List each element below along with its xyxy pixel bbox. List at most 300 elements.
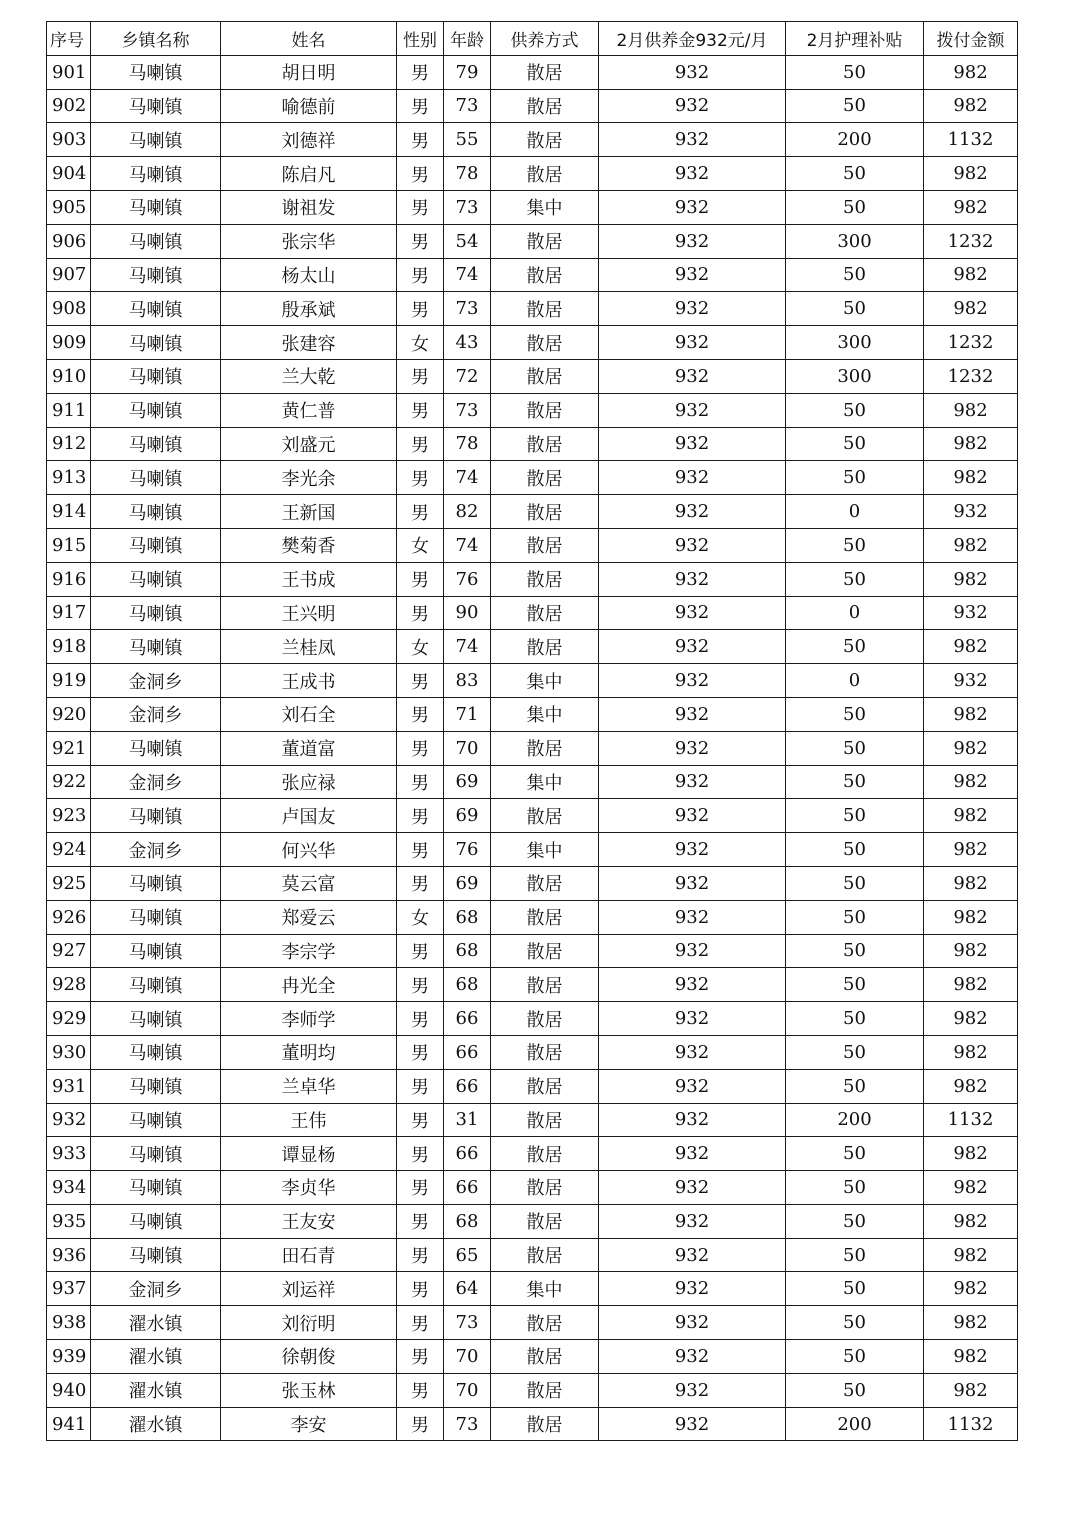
table-row [47, 900, 1018, 934]
table-row [47, 1204, 1018, 1238]
cell-seq: 917 [47, 596, 91, 630]
cell-seq: 928 [47, 968, 91, 1002]
cell-payment-amount: 932 [924, 596, 1018, 630]
cell-township: 马喇镇 [91, 1137, 221, 1171]
cell-support-fund: 932 [599, 765, 786, 799]
cell-support-fund: 932 [599, 664, 786, 698]
cell-support-type: 散居 [491, 1407, 599, 1441]
subsidy-table [46, 21, 1018, 1441]
cell-seq: 918 [47, 630, 91, 664]
cell-support-type: 散居 [491, 393, 599, 427]
cell-gender: 男 [397, 495, 444, 529]
cell-gender: 男 [397, 123, 444, 157]
cell-support-fund: 932 [599, 596, 786, 630]
table-body [47, 55, 1018, 1441]
cell-nursing-subsidy: 50 [786, 1306, 924, 1340]
cell-seq: 916 [47, 562, 91, 596]
cell-nursing-subsidy: 50 [786, 630, 924, 664]
cell-nursing-subsidy: 0 [786, 495, 924, 529]
cell-seq: 913 [47, 461, 91, 495]
cell-support-fund: 932 [599, 393, 786, 427]
cell-age: 78 [444, 157, 491, 191]
cell-age: 66 [444, 1035, 491, 1069]
cell-gender: 男 [397, 765, 444, 799]
cell-payment-amount: 982 [924, 1340, 1018, 1374]
cell-gender: 男 [397, 1407, 444, 1441]
table-row [47, 461, 1018, 495]
cell-age: 78 [444, 427, 491, 461]
cell-nursing-subsidy: 50 [786, 765, 924, 799]
cell-name: 李光余 [221, 461, 397, 495]
cell-age: 68 [444, 900, 491, 934]
cell-nursing-subsidy: 300 [786, 224, 924, 258]
cell-gender: 男 [397, 562, 444, 596]
cell-nursing-subsidy: 0 [786, 664, 924, 698]
cell-name: 卢国友 [221, 799, 397, 833]
cell-township: 濯水镇 [91, 1407, 221, 1441]
cell-seq: 920 [47, 697, 91, 731]
cell-payment-amount: 982 [924, 1035, 1018, 1069]
cell-name: 张宗华 [221, 224, 397, 258]
cell-age: 76 [444, 833, 491, 867]
cell-support-type: 散居 [491, 731, 599, 765]
header-seq: 序号 [47, 22, 91, 56]
cell-seq: 933 [47, 1137, 91, 1171]
cell-age: 70 [444, 731, 491, 765]
cell-gender: 男 [397, 596, 444, 630]
cell-gender: 女 [397, 630, 444, 664]
cell-support-fund: 932 [599, 55, 786, 89]
cell-nursing-subsidy: 50 [786, 1238, 924, 1272]
cell-support-fund: 932 [599, 427, 786, 461]
cell-support-type: 散居 [491, 1171, 599, 1205]
cell-payment-amount: 982 [924, 1238, 1018, 1272]
cell-name: 李宗学 [221, 934, 397, 968]
cell-name: 王兴明 [221, 596, 397, 630]
table-row [47, 123, 1018, 157]
cell-gender: 男 [397, 1035, 444, 1069]
header-age: 年龄 [444, 22, 491, 56]
cell-support-fund: 932 [599, 833, 786, 867]
cell-age: 71 [444, 697, 491, 731]
cell-seq: 925 [47, 866, 91, 900]
cell-age: 79 [444, 55, 491, 89]
cell-support-fund: 932 [599, 900, 786, 934]
cell-payment-amount: 1132 [924, 123, 1018, 157]
header-row [47, 22, 1018, 56]
cell-name: 田石青 [221, 1238, 397, 1272]
table-row [47, 1407, 1018, 1441]
cell-seq: 910 [47, 359, 91, 393]
table-row [47, 630, 1018, 664]
cell-support-fund: 932 [599, 190, 786, 224]
table-row [47, 1340, 1018, 1374]
cell-age: 55 [444, 123, 491, 157]
cell-payment-amount: 982 [924, 562, 1018, 596]
table-row [47, 157, 1018, 191]
cell-age: 73 [444, 89, 491, 123]
cell-seq: 934 [47, 1171, 91, 1205]
cell-gender: 男 [397, 968, 444, 1002]
cell-gender: 男 [397, 359, 444, 393]
cell-age: 70 [444, 1373, 491, 1407]
cell-age: 73 [444, 190, 491, 224]
cell-seq: 901 [47, 55, 91, 89]
cell-payment-amount: 932 [924, 495, 1018, 529]
cell-payment-amount: 982 [924, 1373, 1018, 1407]
table-row [47, 1069, 1018, 1103]
cell-township: 马喇镇 [91, 1204, 221, 1238]
cell-township: 马喇镇 [91, 495, 221, 529]
cell-township: 金洞乡 [91, 765, 221, 799]
cell-support-fund: 932 [599, 968, 786, 1002]
cell-gender: 男 [397, 89, 444, 123]
cell-name: 王新国 [221, 495, 397, 529]
cell-support-type: 散居 [491, 157, 599, 191]
cell-nursing-subsidy: 300 [786, 359, 924, 393]
cell-seq: 927 [47, 934, 91, 968]
cell-support-type: 集中 [491, 697, 599, 731]
cell-nursing-subsidy: 50 [786, 833, 924, 867]
cell-township: 马喇镇 [91, 1069, 221, 1103]
cell-payment-amount: 1232 [924, 224, 1018, 258]
table-row [47, 528, 1018, 562]
cell-gender: 男 [397, 664, 444, 698]
cell-support-fund: 932 [599, 258, 786, 292]
table-row [47, 326, 1018, 360]
cell-support-fund: 932 [599, 1373, 786, 1407]
table-row [47, 1103, 1018, 1137]
cell-support-fund: 932 [599, 630, 786, 664]
cell-gender: 男 [397, 461, 444, 495]
cell-support-type: 散居 [491, 258, 599, 292]
cell-support-type: 散居 [491, 1306, 599, 1340]
cell-payment-amount: 982 [924, 968, 1018, 1002]
cell-seq: 932 [47, 1103, 91, 1137]
cell-support-type: 散居 [491, 968, 599, 1002]
cell-nursing-subsidy: 50 [786, 393, 924, 427]
cell-nursing-subsidy: 50 [786, 799, 924, 833]
cell-name: 董道富 [221, 731, 397, 765]
cell-age: 69 [444, 765, 491, 799]
cell-township: 马喇镇 [91, 258, 221, 292]
cell-support-type: 散居 [491, 799, 599, 833]
cell-support-type: 散居 [491, 1069, 599, 1103]
cell-support-fund: 932 [599, 1103, 786, 1137]
cell-payment-amount: 982 [924, 731, 1018, 765]
cell-township: 马喇镇 [91, 326, 221, 360]
cell-age: 68 [444, 934, 491, 968]
cell-township: 马喇镇 [91, 393, 221, 427]
cell-township: 马喇镇 [91, 55, 221, 89]
cell-age: 74 [444, 258, 491, 292]
cell-township: 马喇镇 [91, 1171, 221, 1205]
table-row [47, 292, 1018, 326]
cell-name: 董明均 [221, 1035, 397, 1069]
cell-support-fund: 932 [599, 292, 786, 326]
cell-name: 李安 [221, 1407, 397, 1441]
cell-gender: 男 [397, 1171, 444, 1205]
cell-gender: 男 [397, 1069, 444, 1103]
table-row [47, 393, 1018, 427]
cell-support-fund: 932 [599, 224, 786, 258]
cell-age: 70 [444, 1340, 491, 1374]
cell-township: 马喇镇 [91, 89, 221, 123]
cell-township: 金洞乡 [91, 833, 221, 867]
cell-name: 张玉林 [221, 1373, 397, 1407]
cell-support-fund: 932 [599, 89, 786, 123]
cell-payment-amount: 982 [924, 1171, 1018, 1205]
cell-nursing-subsidy: 50 [786, 292, 924, 326]
table-row [47, 1272, 1018, 1306]
cell-name: 王友安 [221, 1204, 397, 1238]
cell-nursing-subsidy: 200 [786, 123, 924, 157]
cell-seq: 915 [47, 528, 91, 562]
cell-name: 王书成 [221, 562, 397, 596]
cell-gender: 男 [397, 1306, 444, 1340]
cell-gender: 男 [397, 1238, 444, 1272]
cell-payment-amount: 982 [924, 157, 1018, 191]
cell-support-fund: 932 [599, 528, 786, 562]
cell-support-fund: 932 [599, 1002, 786, 1036]
cell-gender: 男 [397, 697, 444, 731]
cell-payment-amount: 982 [924, 89, 1018, 123]
cell-nursing-subsidy: 50 [786, 427, 924, 461]
cell-nursing-subsidy: 0 [786, 596, 924, 630]
cell-nursing-subsidy: 50 [786, 258, 924, 292]
cell-name: 刘石全 [221, 697, 397, 731]
cell-name: 兰大乾 [221, 359, 397, 393]
cell-payment-amount: 982 [924, 900, 1018, 934]
cell-nursing-subsidy: 50 [786, 528, 924, 562]
cell-gender: 男 [397, 393, 444, 427]
cell-payment-amount: 982 [924, 55, 1018, 89]
cell-support-type: 集中 [491, 833, 599, 867]
cell-payment-amount: 982 [924, 1002, 1018, 1036]
cell-gender: 男 [397, 1373, 444, 1407]
header-payment-amount: 拨付金额 [924, 22, 1018, 56]
cell-gender: 男 [397, 1272, 444, 1306]
cell-township: 马喇镇 [91, 292, 221, 326]
cell-township: 马喇镇 [91, 359, 221, 393]
cell-support-fund: 932 [599, 1035, 786, 1069]
cell-township: 濯水镇 [91, 1340, 221, 1374]
cell-seq: 912 [47, 427, 91, 461]
cell-support-type: 散居 [491, 1340, 599, 1374]
cell-age: 31 [444, 1103, 491, 1137]
cell-seq: 939 [47, 1340, 91, 1374]
cell-age: 69 [444, 799, 491, 833]
cell-payment-amount: 982 [924, 1306, 1018, 1340]
cell-name: 刘运祥 [221, 1272, 397, 1306]
cell-nursing-subsidy: 50 [786, 934, 924, 968]
cell-township: 马喇镇 [91, 1035, 221, 1069]
cell-township: 马喇镇 [91, 461, 221, 495]
cell-nursing-subsidy: 50 [786, 968, 924, 1002]
table-row [47, 833, 1018, 867]
cell-name: 刘德祥 [221, 123, 397, 157]
cell-gender: 男 [397, 224, 444, 258]
cell-nursing-subsidy: 50 [786, 190, 924, 224]
cell-seq: 903 [47, 123, 91, 157]
cell-age: 76 [444, 562, 491, 596]
cell-seq: 931 [47, 1069, 91, 1103]
cell-support-fund: 932 [599, 562, 786, 596]
cell-name: 郑爱云 [221, 900, 397, 934]
cell-gender: 男 [397, 1002, 444, 1036]
cell-payment-amount: 982 [924, 833, 1018, 867]
table-row [47, 224, 1018, 258]
cell-support-type: 集中 [491, 1272, 599, 1306]
cell-name: 兰卓华 [221, 1069, 397, 1103]
cell-support-type: 散居 [491, 562, 599, 596]
cell-nursing-subsidy: 50 [786, 461, 924, 495]
table-row [47, 359, 1018, 393]
cell-nursing-subsidy: 50 [786, 1002, 924, 1036]
cell-seq: 906 [47, 224, 91, 258]
cell-gender: 男 [397, 1137, 444, 1171]
cell-payment-amount: 982 [924, 630, 1018, 664]
cell-nursing-subsidy: 300 [786, 326, 924, 360]
cell-gender: 男 [397, 833, 444, 867]
cell-payment-amount: 982 [924, 393, 1018, 427]
cell-gender: 女 [397, 900, 444, 934]
cell-support-type: 散居 [491, 1002, 599, 1036]
header-name: 姓名 [221, 22, 397, 56]
cell-payment-amount: 932 [924, 664, 1018, 698]
cell-support-type: 集中 [491, 765, 599, 799]
cell-seq: 907 [47, 258, 91, 292]
cell-support-fund: 932 [599, 799, 786, 833]
cell-support-fund: 932 [599, 1204, 786, 1238]
cell-support-type: 散居 [491, 1103, 599, 1137]
cell-age: 82 [444, 495, 491, 529]
cell-support-fund: 932 [599, 934, 786, 968]
cell-seq: 914 [47, 495, 91, 529]
cell-support-type: 散居 [491, 123, 599, 157]
cell-seq: 905 [47, 190, 91, 224]
cell-age: 54 [444, 224, 491, 258]
cell-gender: 女 [397, 528, 444, 562]
cell-nursing-subsidy: 50 [786, 900, 924, 934]
cell-township: 金洞乡 [91, 697, 221, 731]
cell-gender: 女 [397, 326, 444, 360]
cell-township: 马喇镇 [91, 562, 221, 596]
cell-support-type: 散居 [491, 1035, 599, 1069]
cell-age: 73 [444, 1306, 491, 1340]
header-gender: 性别 [397, 22, 444, 56]
cell-support-type: 散居 [491, 427, 599, 461]
cell-nursing-subsidy: 50 [786, 1137, 924, 1171]
cell-support-type: 散居 [491, 1137, 599, 1171]
cell-name: 杨太山 [221, 258, 397, 292]
cell-gender: 男 [397, 866, 444, 900]
cell-gender: 男 [397, 427, 444, 461]
cell-payment-amount: 982 [924, 461, 1018, 495]
cell-township: 马喇镇 [91, 123, 221, 157]
cell-support-type: 散居 [491, 326, 599, 360]
header-nursing-subsidy: 2月护理补贴 [786, 22, 924, 56]
cell-age: 66 [444, 1069, 491, 1103]
cell-support-fund: 932 [599, 1171, 786, 1205]
cell-seq: 930 [47, 1035, 91, 1069]
cell-payment-amount: 982 [924, 765, 1018, 799]
table-row [47, 968, 1018, 1002]
cell-township: 马喇镇 [91, 1103, 221, 1137]
table-row [47, 1238, 1018, 1272]
cell-name: 莫云富 [221, 866, 397, 900]
cell-payment-amount: 1232 [924, 359, 1018, 393]
cell-support-fund: 932 [599, 1069, 786, 1103]
cell-support-type: 集中 [491, 664, 599, 698]
cell-nursing-subsidy: 50 [786, 1069, 924, 1103]
cell-support-fund: 932 [599, 1407, 786, 1441]
cell-age: 73 [444, 1407, 491, 1441]
cell-seq: 909 [47, 326, 91, 360]
cell-nursing-subsidy: 200 [786, 1103, 924, 1137]
cell-nursing-subsidy: 50 [786, 697, 924, 731]
cell-support-fund: 932 [599, 461, 786, 495]
cell-payment-amount: 982 [924, 866, 1018, 900]
cell-name: 李贞华 [221, 1171, 397, 1205]
table-header [47, 22, 1018, 56]
cell-township: 马喇镇 [91, 934, 221, 968]
cell-seq: 936 [47, 1238, 91, 1272]
cell-name: 胡日明 [221, 55, 397, 89]
cell-payment-amount: 982 [924, 934, 1018, 968]
cell-nursing-subsidy: 50 [786, 731, 924, 765]
cell-nursing-subsidy: 50 [786, 1272, 924, 1306]
cell-nursing-subsidy: 50 [786, 866, 924, 900]
cell-payment-amount: 982 [924, 528, 1018, 562]
cell-nursing-subsidy: 50 [786, 55, 924, 89]
cell-support-type: 散居 [491, 292, 599, 326]
header-township: 乡镇名称 [91, 22, 221, 56]
cell-township: 马喇镇 [91, 1238, 221, 1272]
cell-support-type: 散居 [491, 596, 599, 630]
cell-payment-amount: 982 [924, 799, 1018, 833]
cell-township: 马喇镇 [91, 1002, 221, 1036]
cell-gender: 男 [397, 799, 444, 833]
cell-township: 濯水镇 [91, 1373, 221, 1407]
cell-nursing-subsidy: 50 [786, 1340, 924, 1374]
cell-support-fund: 932 [599, 495, 786, 529]
table-row [47, 495, 1018, 529]
table-row [47, 731, 1018, 765]
cell-seq: 935 [47, 1204, 91, 1238]
table-row [47, 1035, 1018, 1069]
cell-seq: 926 [47, 900, 91, 934]
cell-nursing-subsidy: 50 [786, 562, 924, 596]
table-row [47, 697, 1018, 731]
cell-name: 谢祖发 [221, 190, 397, 224]
cell-age: 68 [444, 1204, 491, 1238]
cell-name: 黄仁普 [221, 393, 397, 427]
cell-seq: 941 [47, 1407, 91, 1441]
cell-support-fund: 932 [599, 1340, 786, 1374]
cell-gender: 男 [397, 292, 444, 326]
cell-nursing-subsidy: 50 [786, 157, 924, 191]
cell-support-fund: 932 [599, 731, 786, 765]
cell-nursing-subsidy: 50 [786, 1035, 924, 1069]
table-row [47, 866, 1018, 900]
cell-support-type: 散居 [491, 1238, 599, 1272]
cell-seq: 904 [47, 157, 91, 191]
table-row [47, 799, 1018, 833]
cell-gender: 男 [397, 934, 444, 968]
cell-name: 王成书 [221, 664, 397, 698]
cell-support-type: 散居 [491, 1373, 599, 1407]
